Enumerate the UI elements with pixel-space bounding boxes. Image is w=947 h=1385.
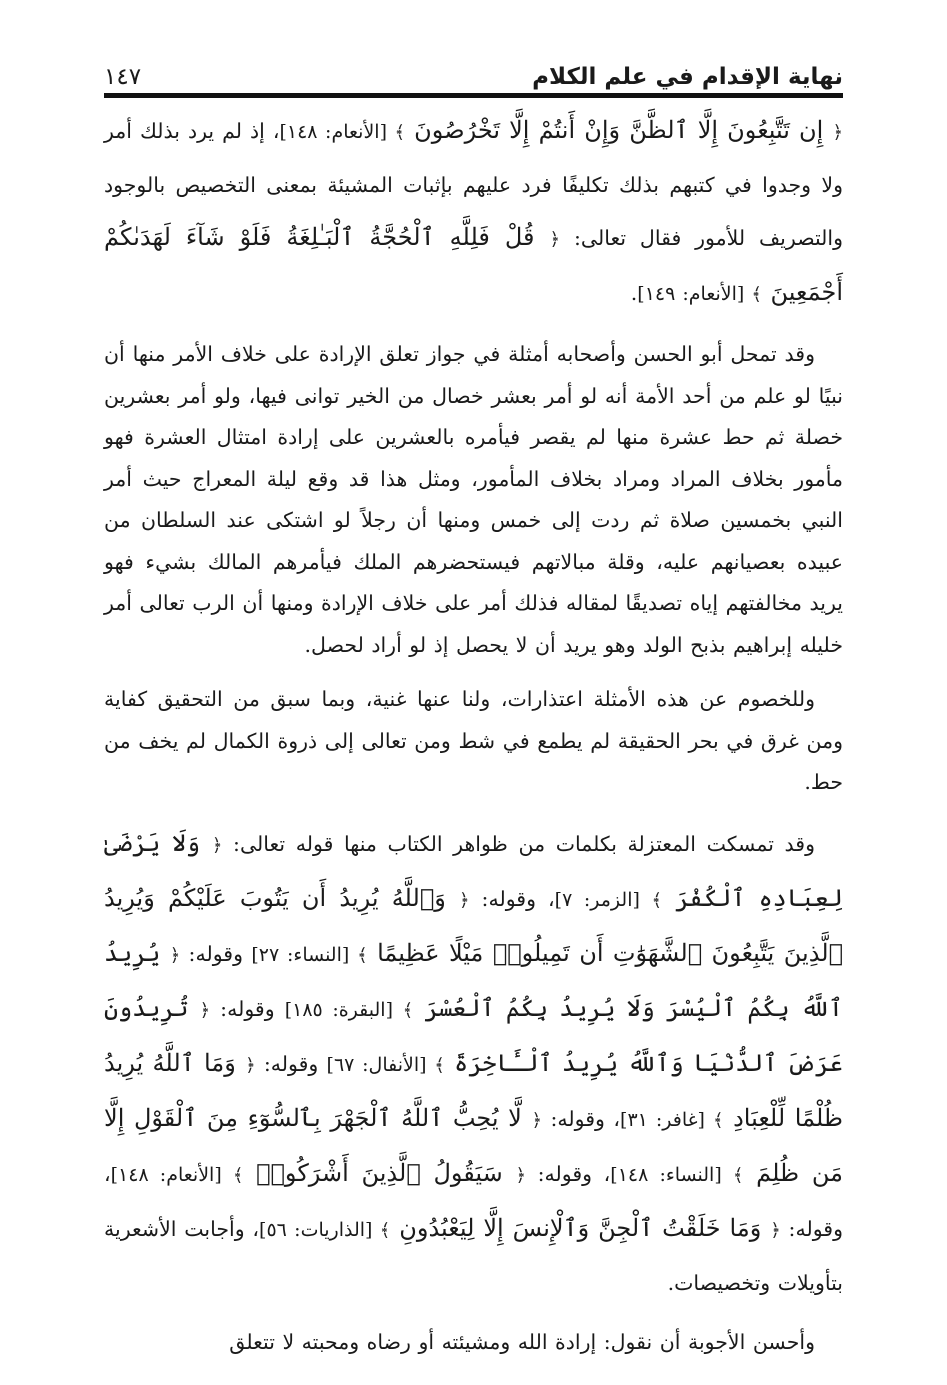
paragraph: [104, 104, 843, 321]
verse-reference: [غافر: ٣١]: [620, 1108, 713, 1131]
body-text: وقوله:: [180, 941, 252, 966]
body-text: ، وقوله:: [469, 886, 555, 911]
verse-reference: [الذاريات: ٥٦]: [259, 1218, 380, 1241]
verse-close-bracket: ﴾: [232, 1164, 244, 1186]
verse-close-bracket: ﴾: [434, 1054, 445, 1076]
verse-reference: [النساء: ١٤٨]: [610, 1163, 733, 1186]
paragraph: [104, 817, 843, 1309]
body-text: ، وقوله:: [104, 1161, 843, 1241]
quran-verse: وَمَا خَلَقْتُ ٱلْجِنَّ وَٱلْإِنسَ إِلَّا لِيَعْبُدُونِ: [390, 1213, 771, 1242]
verse-close-bracket: ﴾: [402, 999, 414, 1021]
quran-verse: وَلَا يَرْضَىٰ لِعِبَادِهِ ٱلْكُفْرَ: [104, 828, 843, 912]
quran-verse: تُرِيدُونَ عَرَضَ ٱلدُّنْيَا وَٱللَّهُ يُرِيدُ ٱلْـَٔاخِرَةَ: [104, 993, 843, 1077]
verse-reference: [الزمر: ٧]: [554, 888, 652, 911]
body-text: وقد تمسكت المعتزلة بكلمات من ظواهر الكتاب منها قوله تعالى:: [222, 831, 815, 856]
verse-open-bracket: ﴿: [245, 1054, 256, 1076]
verse-open-bracket: ﴿: [211, 834, 223, 856]
paragraph: [104, 679, 843, 804]
verse-close-bracket: ﴾: [379, 1219, 391, 1241]
verse-reference: [الأنفال: ٦٧]: [326, 1053, 435, 1076]
book-title: نهاية الإقدام في علم الكلام: [532, 64, 843, 90]
verse-open-bracket: ﴿: [832, 122, 844, 143]
page-body: [104, 104, 844, 1354]
verse-close-bracket: ﴾: [651, 889, 662, 911]
verse-close-bracket: ﴾: [712, 1109, 724, 1131]
body-text: ، وأجابت الأشعرية بتأويلات وتخصيصات.: [104, 1216, 843, 1295]
body-text: ، وقوله:: [542, 1106, 621, 1131]
quran-verse: لَّا يُحِبُّ ٱللَّهُ ٱلْجَهْرَ بِٱلسُّوٓءِ مِنَ ٱلْقَوْلِ إِلَّا مَن ظُلِمَ: [104, 1103, 843, 1187]
quran-verse: إِن تَتَّبِعُونَ إِلَّا ٱلظَّنَّ وَإِنْ أَنتُمْ إِلَّا تَخْرُصُونَ: [405, 116, 833, 144]
verse-open-bracket: ﴿: [770, 1219, 781, 1241]
verse-reference: [الأنعام: ١٤٨]: [279, 121, 395, 143]
body-text: وأحسن الأجوبة أن نقول: إرادة الله ومشيئته أو رضاه ومحبته لا تتعلق: [229, 1329, 815, 1354]
paragraph: [104, 1322, 843, 1364]
quran-verse: يُرِيدُ ٱللَّهُ بِكُمُ ٱلْيُسْرَ وَلَا يُرِيدُ بِكُمُ ٱلْعُسْرَ: [104, 938, 843, 1022]
quran-verse: قُلْ فَلِلَّهِ ٱلْحُجَّةُ ٱلْبَـٰلِغَةُ فَلَوْ شَآءَ لَهَدَىٰكُمْ أَجْمَعِينَ: [104, 223, 843, 306]
verse-close-bracket: ﴾: [394, 122, 406, 143]
header-rule: [104, 93, 843, 98]
quran-verse: وَٱللَّهُ يُرِيدُ أَن يَتُوبَ عَلَيْكُمْ وَيُرِيدُ ٱلَّذِينَ يَتَّبِعُونَ ٱلشَّهَوَٰتِ أَن تَمِيلُوا۟ مَيْلًا عَظِيمًا: [104, 883, 844, 967]
verse-reference: [البقرة: ١٨٥]: [284, 998, 403, 1021]
verse-open-bracket: ﴿: [549, 229, 561, 250]
verse-reference: [الأنعام: ١٤٨]: [110, 1163, 233, 1186]
body-text: ، وقوله:: [526, 1161, 611, 1186]
body-text: .: [630, 281, 638, 305]
quran-verse: سَيَقُولُ ٱلَّذِينَ أَشْرَكُوا۟: [243, 1158, 516, 1187]
verse-open-bracket: ﴿: [515, 1164, 527, 1186]
verse-open-bracket: ﴿: [531, 1109, 543, 1131]
verse-close-bracket: ﴾: [357, 944, 368, 966]
verse-close-bracket: ﴾: [751, 284, 762, 305]
paragraph: [104, 334, 843, 666]
body-text: وقوله:: [210, 996, 285, 1021]
body-text: ، إذ لم يرد بذلك أمر ولا وجدوا في كتبهم بذلك تكليفًا فرد عليهم بإثبات المشيئة بمعنى التخصيص بالوجود والتصريف للأمور فقال تعالى:: [104, 119, 843, 250]
verse-open-bracket: ﴿: [199, 999, 211, 1021]
quran-verse: وَمَا ٱللَّهُ يُرِيدُ ظُلْمًا لِّلْعِبَادِ: [104, 1048, 844, 1132]
running-head: [104, 56, 843, 92]
body-text: وقد تمحل أبو الحسن وأصحابه أمثلة في جواز تعلق الإرادة على خلاف الأمر منها أن نبيًا لو علم من أحد الأمة أنه لو أمر بعشر خصال من الخير توانى فيها، ولو أمر بعشرين خصلة ثم حط عشرة منها لم يقصر فيأمره بالعشرين على إرادة امتثال العشرة فهو مأمور بخلاف المراد ومراد بخلاف المأمور، ومثل هذا قد وقع ليلة المعراج حيث أمر النبي بخمسين صلاة ثم ردت إلى خمس ومنها أن رجلاً لو اشتكى عند السلطان من عبيده بعصيانهم عليه، وقلة مبالاتهم فيستحضرهم الملك فيأمرهم المالك بشيء فهو يريد مخالفتهم إياه تصديقًا لمقاله فذلك أمر على خلاف الإرادة ومنها أن الرب تعالى أمر خليله إبراهيم بذبح الولد وهو يريد أن لا يحصل إذ لو أراد لحصل.: [104, 342, 843, 657]
verse-open-bracket: ﴿: [169, 944, 181, 966]
page-number: ١٤٧: [104, 64, 142, 90]
verse-close-bracket: ﴾: [732, 1164, 744, 1186]
body-text: وللخصوم عن هذه الأمثلة اعتذارات، ولنا عنها غنية، وبما سبق من التحقيق كفاية ومن غرق في بحر الحقيقة لم يطمع في شط ومن تعالى إلى ذروة الكمال لم يخف من حط.: [104, 687, 843, 794]
body-text: وقوله:: [255, 1051, 327, 1076]
verse-open-bracket: ﴿: [458, 889, 470, 911]
verse-reference: [الأنعام: ١٤٩]: [637, 283, 752, 305]
verse-reference: [النساء: ٢٧]: [251, 943, 358, 966]
